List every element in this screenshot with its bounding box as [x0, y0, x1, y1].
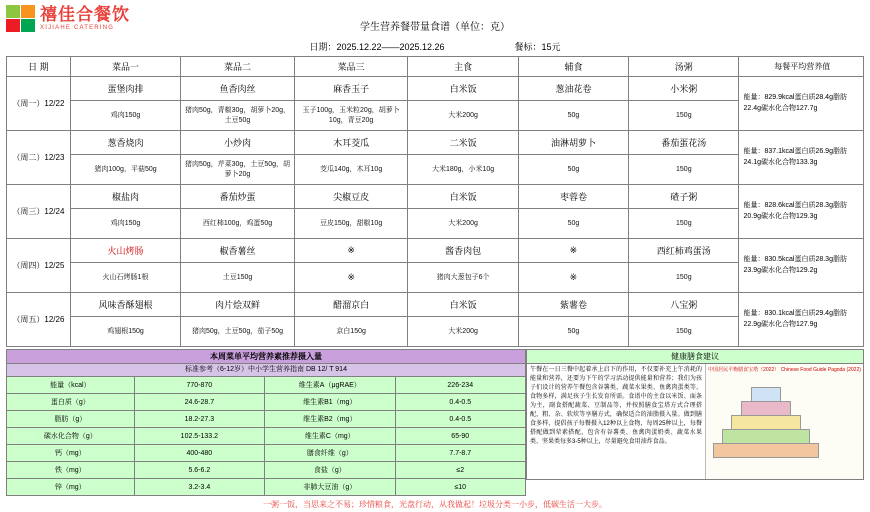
- dish1-detail-1: 猪肉100g，平菇50g: [70, 155, 180, 185]
- side-detail-1: 50g: [518, 155, 628, 185]
- table-header-row: [7, 57, 864, 77]
- dish3-detail-3: ※: [294, 263, 408, 293]
- staple-name-3: 酱香肉包: [408, 239, 518, 263]
- table-row-detail: [7, 101, 864, 131]
- soup-name-1: 番茄蛋花汤: [629, 131, 739, 155]
- meta-row: [6, 40, 864, 53]
- dish3-detail-0: 玉子100g，玉米粒20g，胡萝卜10g，青豆20g: [294, 101, 408, 131]
- price-standard: 餐标：15元: [514, 42, 561, 52]
- dish3-name-2: 尖椒豆皮: [294, 185, 408, 209]
- col-header-dish2: 菜品二: [181, 57, 295, 77]
- dish3-name-0: 麻香玉子: [294, 77, 408, 101]
- dish2-name-1: 小炒肉: [181, 131, 295, 155]
- side-name-2: 枣蓉卷: [518, 185, 628, 209]
- staple-name-2: 白米饭: [408, 185, 518, 209]
- col-header-date: 日 期: [7, 57, 71, 77]
- row-day-3: （周四）12/25: [7, 239, 71, 293]
- bottom-section: [6, 349, 864, 496]
- nutri-value2-1: 0.4-0.5: [395, 394, 525, 411]
- nutrition-2: 能量：828.6kcal蛋白质28.3g脂肪20.9g碳水化合物129.3g: [739, 185, 864, 239]
- nutri-value2-5: ≤2: [395, 462, 525, 479]
- staple-name-1: 二米饭: [408, 131, 518, 155]
- soup-name-2: 碴子粥: [629, 185, 739, 209]
- dish3-detail-2: 豆皮150g，甜椒10g: [294, 209, 408, 239]
- dish3-name-3: ※: [294, 239, 408, 263]
- nutrition-3: 能量：830.5kcal蛋白质28.3g脂肪23.9g碳水化合物129.2g: [739, 239, 864, 293]
- nutri-label2-6: 非肺大豆油（g）: [265, 479, 395, 496]
- table-row: [7, 479, 526, 496]
- col-header-staple: 主食: [408, 57, 518, 77]
- side-name-4: 紫薯卷: [518, 293, 628, 317]
- nutri-label2-0: 维生素A（μgRAE）: [265, 377, 395, 394]
- side-detail-0: 50g: [518, 101, 628, 131]
- nutrition-panel-title: 本周菜单平均营养素推荐摄入量: [6, 349, 526, 363]
- side-detail-3: ※: [518, 263, 628, 293]
- table-row: [7, 293, 864, 317]
- table-row: [7, 394, 526, 411]
- table-row-detail: [7, 263, 864, 293]
- nutri-label2-1: 维生素B1（mg）: [265, 394, 395, 411]
- dish3-detail-1: 茭瓜140g，木耳10g: [294, 155, 408, 185]
- nutrition-reference-panel: [6, 349, 526, 496]
- dish2-detail-4: 猪肉50g，土豆50g，茄子50g: [181, 317, 295, 347]
- staple-detail-2: 大米200g: [408, 209, 518, 239]
- dish2-name-3: 椒香薯丝: [181, 239, 295, 263]
- dish1-name-0: 蛋堡肉排: [70, 77, 180, 101]
- side-detail-4: 50g: [518, 317, 628, 347]
- nutri-value-5: 5.6-6.2: [134, 462, 264, 479]
- col-header-nutrition: 每餐平均营养值: [739, 57, 864, 77]
- nutri-label-2: 脂肪（g）: [7, 411, 135, 428]
- dish1-detail-4: 鸡翅根150g: [70, 317, 180, 347]
- dish1-detail-2: 鸡肉150g: [70, 209, 180, 239]
- dish2-name-4: 肉片烩双鲜: [181, 293, 295, 317]
- people-illustration-icon: [795, 417, 859, 473]
- nutri-label-1: 蛋白质（g）: [7, 394, 135, 411]
- soup-detail-1: 150g: [629, 155, 739, 185]
- nutri-value2-6: ≤10: [395, 479, 525, 496]
- food-pyramid-image: [705, 364, 863, 479]
- nutri-value2-3: 65-90: [395, 428, 525, 445]
- table-row: [7, 131, 864, 155]
- nutri-value2-0: 226-234: [395, 377, 525, 394]
- table-row: [7, 411, 526, 428]
- nutri-label2-3: 维生素C（mg）: [265, 428, 395, 445]
- dish2-detail-2: 西红柿100g，鸡蛋50g: [181, 209, 295, 239]
- staple-detail-4: 大米200g: [408, 317, 518, 347]
- nutri-label-6: 锌（mg）: [7, 479, 135, 496]
- nutri-label-0: 能量（kcal）: [7, 377, 135, 394]
- dish1-detail-3: 火山石烤肠1根: [70, 263, 180, 293]
- dish2-detail-3: 土豆150g: [181, 263, 295, 293]
- nutri-value-3: 102.5-133.2: [134, 428, 264, 445]
- staple-name-0: 白米饭: [408, 77, 518, 101]
- advice-panel-title: 健康膳食建议: [526, 349, 864, 363]
- soup-detail-0: 150g: [629, 101, 739, 131]
- table-row: [7, 77, 864, 101]
- nutri-label2-4: 膳食纤维（g）: [265, 445, 395, 462]
- col-header-soup: 汤粥: [629, 57, 739, 77]
- row-day-1: （周二）12/23: [7, 131, 71, 185]
- staple-detail-0: 大米200g: [408, 101, 518, 131]
- col-header-dish3: 菜品三: [294, 57, 408, 77]
- nutri-label2-5: 食盐（g）: [265, 462, 395, 479]
- brand-name-en: XIJIAHE CATERING: [40, 24, 115, 31]
- brand-name-cn: 禧佳合餐饮: [40, 4, 130, 25]
- advice-text: 午餐在一日三餐中起着承上启下的作用，不仅要补充上午消耗的能量和营养，还要为下午的学习活动提供能量和营养；我们为孩子们设计的营养午餐包含谷薯类、蔬菜水果类、鱼禽肉蛋类等、食物多样，满足孩子生长发育所需。食谱中的主食以米饭、面条为主，副食搭配蔬菜、豆制品等，并按照膳食宝塔方式合理搭配，粗、杂、软炊等享膳方式，确保适合的油脂摄入量。做到膳食多样，提倡孩子每餐摄入12种以上食物，每周25种以上，每餐搭配做到荤素搭配，包含有谷薯类、鱼禽肉蛋奶类、蔬菜水果类、坚果类每多3-5种以上，尽量避免食用油炸食品。: [530, 367, 702, 445]
- page-header: [6, 4, 864, 38]
- table-row: [7, 185, 864, 209]
- table-row: [7, 462, 526, 479]
- nutri-label-5: 铁（mg）: [7, 462, 135, 479]
- table-row: [7, 428, 526, 445]
- nutri-label-4: 钙（mg）: [7, 445, 135, 462]
- logo-mark-icon: [6, 5, 36, 33]
- health-advice-panel: [526, 349, 864, 496]
- table-row-detail: [7, 317, 864, 347]
- nutrition-reference-table: [6, 376, 526, 496]
- col-header-side: 辅食: [518, 57, 628, 77]
- soup-name-3: 西红柿鸡蛋汤: [629, 239, 739, 263]
- date-range: 日期：2025.12.22——2025.12.26: [309, 42, 445, 52]
- nutrition-0: 能量：829.9kcal蛋白质28.4g脂肪22.4g碳水化合物127.7g: [739, 77, 864, 131]
- side-name-0: 葱油花卷: [518, 77, 628, 101]
- table-row: [7, 239, 864, 263]
- dish3-detail-4: 京白150g: [294, 317, 408, 347]
- nutri-value-0: 770-870: [134, 377, 264, 394]
- dish1-name-3: 火山烤肠: [70, 239, 180, 263]
- page-title: 学生营养餐带量食谱（单位：克）: [360, 22, 510, 33]
- nutri-value-6: 3.2-3.4: [134, 479, 264, 496]
- soup-name-4: 八宝粥: [629, 293, 739, 317]
- nutri-value2-2: 0.4-0.5: [395, 411, 525, 428]
- row-day-2: （周三）12/24: [7, 185, 71, 239]
- dish2-name-2: 番茄炒蛋: [181, 185, 295, 209]
- brand-logo: [6, 4, 154, 34]
- dish3-name-1: 木耳茭瓜: [294, 131, 408, 155]
- staple-name-4: 白米饭: [408, 293, 518, 317]
- soup-name-0: 小米粥: [629, 77, 739, 101]
- dish1-name-4: 风味香酥翅根: [70, 293, 180, 317]
- nutri-value-4: 400-480: [134, 445, 264, 462]
- nutri-value-2: 18.2-27.3: [134, 411, 264, 428]
- nutri-label-3: 碳水化合物（g）: [7, 428, 135, 445]
- staple-detail-3: 猪肉大葱包子6个: [408, 263, 518, 293]
- dish2-detail-1: 猪肉50g，芹菜30g，土豆50g，胡萝卜20g: [181, 155, 295, 185]
- table-row: [7, 377, 526, 394]
- nutri-value-1: 24.6-28.7: [134, 394, 264, 411]
- dish1-name-1: 葱香烧肉: [70, 131, 180, 155]
- staple-detail-1: 大米180g，小米10g: [408, 155, 518, 185]
- side-name-1: 油淋胡萝卜: [518, 131, 628, 155]
- soup-detail-2: 150g: [629, 209, 739, 239]
- dish1-name-2: 椒盐肉: [70, 185, 180, 209]
- dish2-name-0: 鱼香肉丝: [181, 77, 295, 101]
- row-day-0: （周一）12/22: [7, 77, 71, 131]
- nutri-value2-4: 7.7-8.7: [395, 445, 525, 462]
- row-day-4: （周五）12/26: [7, 293, 71, 347]
- table-row-detail: [7, 209, 864, 239]
- nutrition-1: 能量：837.1kcal蛋白质26.9g脂肪24.1g碳水化合物133.3g: [739, 131, 864, 185]
- dish2-detail-0: 猪肉50g，青椒30g，胡萝卜20g，土豆50g: [181, 101, 295, 131]
- footer-slogan: 一粥一饭，当思来之不易；珍惜粮食，光盘行动，从我做起！垃圾分类一小步，低碳生活一大步。: [263, 500, 607, 509]
- table-row: [7, 445, 526, 462]
- nutrition-4: 能量：830.1kcal蛋白质29.4g脂肪22.9g碳水化合物127.9g: [739, 293, 864, 347]
- dish3-name-4: 醋溜京白: [294, 293, 408, 317]
- side-name-3: ※: [518, 239, 628, 263]
- nutrition-panel-subtitle: 标准参考（6-12岁）中小学生营养指南 DB 12/ T 914: [6, 363, 526, 376]
- food-pyramid-caption: 中国居民平衡膳食宝塔（2022） Chinese Food Guide Pagoda (2022): [708, 367, 861, 373]
- side-detail-2: 50g: [518, 209, 628, 239]
- menu-table: [6, 56, 864, 347]
- soup-detail-4: 150g: [629, 317, 739, 347]
- dish1-detail-0: 鸡肉150g: [70, 101, 180, 131]
- table-row-detail: [7, 155, 864, 185]
- nutri-label2-2: 维生素B2（mg）: [265, 411, 395, 428]
- col-header-dish1: 菜品一: [70, 57, 180, 77]
- soup-detail-3: 150g: [629, 263, 739, 293]
